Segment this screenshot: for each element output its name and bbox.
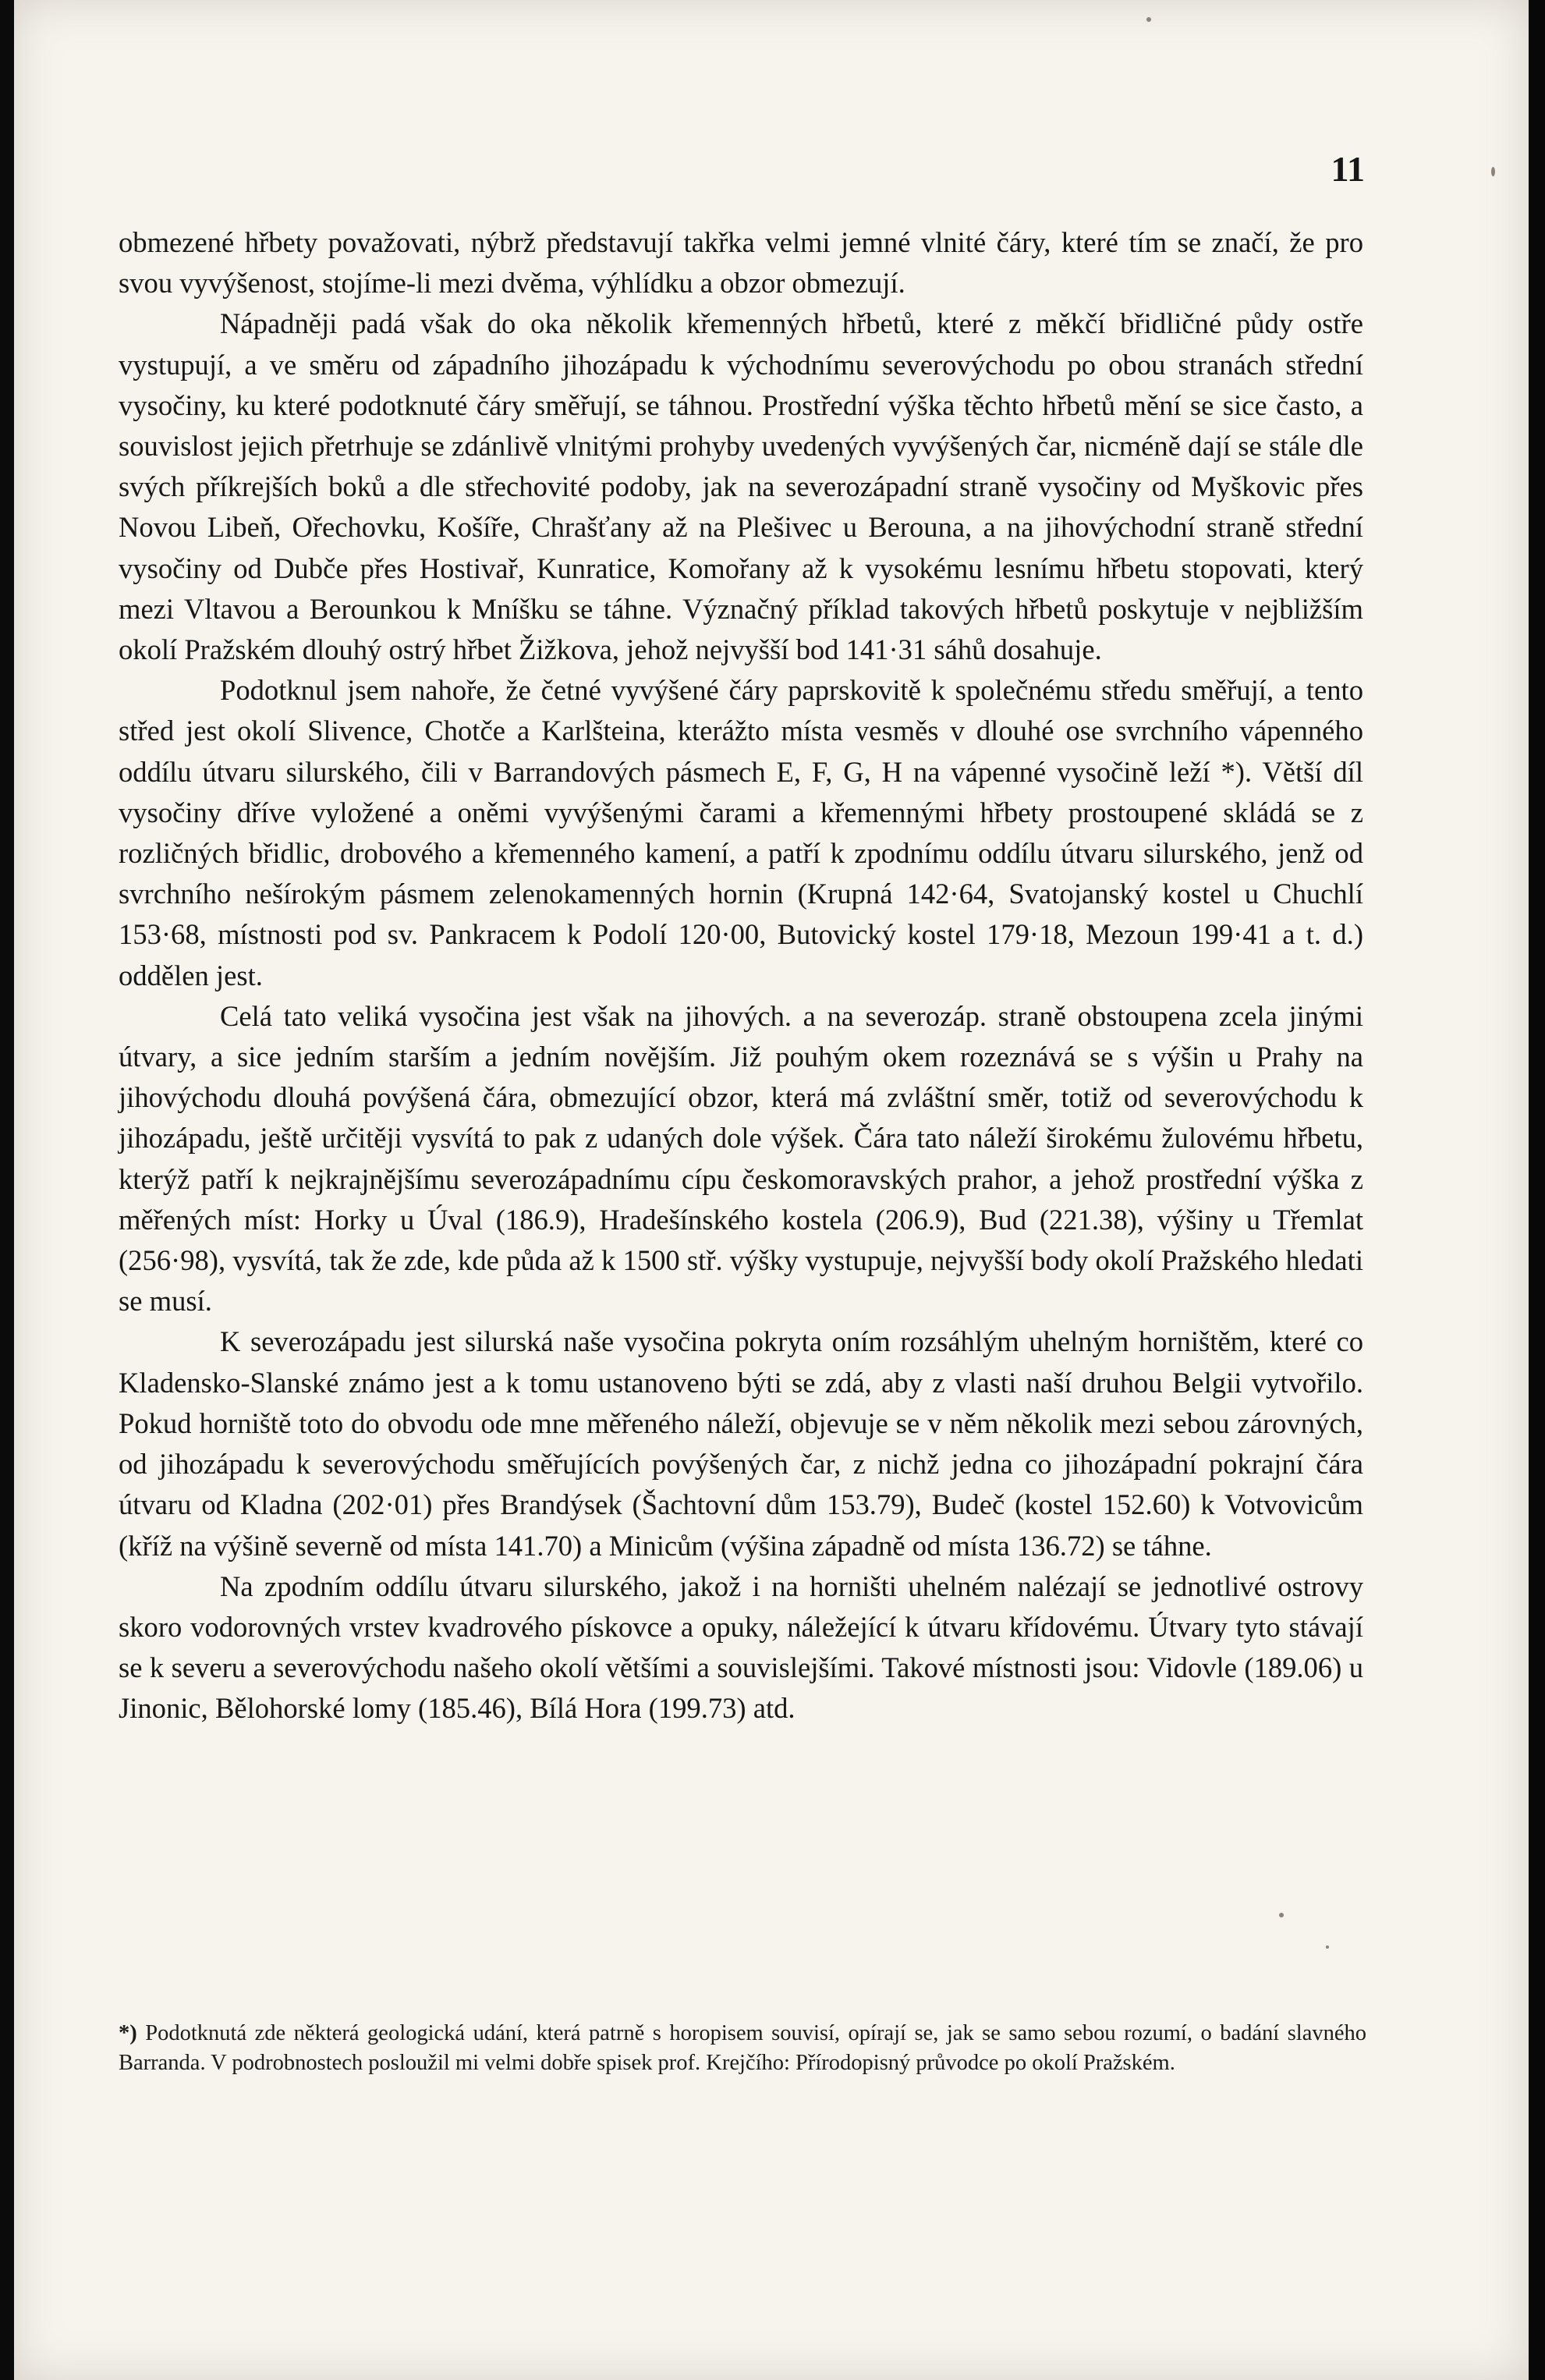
footnote-text: Podotknutá zde některá geologická udání, která patrně s horopisem souvisí, opírají se, jak se samo sebou rozumí, o badání slavného Barranda. V podrobnostech posloužil mi velmi dobře spisek prof. Krejčího: Přírodopisný průvodce po okolí Pražském. bbox=[119, 2021, 1366, 2075]
paragraph: Na zpodním oddílu útvaru silurského, jakož i na horništi uhelném nalézají se jednotlivé ostrovy skoro vodorovných vrstev kvadrového pískovce a opuky, náležející k útvaru křídovému. Útvary tyto stávají se k severu a severovýchodu našeho okolí většími a souvislejšími. Takové místnosti jsou: Vidovle (189.06) u Jinonic, Bělohorské lomy (185.46), Bílá Hora (199.73) atd. bbox=[119, 1570, 1363, 1725]
paper-speck bbox=[1326, 1945, 1329, 1949]
footnote-mark: *) bbox=[119, 2021, 137, 2045]
paragraph: Podotknul jsem nahoře, že četné vyvýšené čáry paprskovitě k společnému středu směřují, a tento střed jest okolí Slivence, Chotče a Karlšteina, kterážto místa vesměs v dlouhé ose svrchního vápenného oddílu útvaru silurského, čili v Barrandových pásmech E, F, G, H na vápenné vysočině leží *). Větší díl vysočiny dříve vyložené a oněmi vyvýšenými čarami a křemennými hřbety prostoupené skládá se z rozličných břidlic, drobového a křemenného kamení, a patří k zpodnímu oddílu útvaru silurského, jenž od svrchního nešírokým pásmem zelenokamenných hornin (Krupná 142·64, Svatojanský kostel u Chuchlí 153·68, místnosti pod sv. Pankracem k Podolí 120·00, Butovický kostel 179·18, Mezoun 199·41 a t. d.) oddělen jest. bbox=[119, 674, 1363, 991]
scan-left-edge bbox=[0, 0, 14, 2380]
paper-speck bbox=[1491, 167, 1495, 176]
paragraph: Nápadněji padá však do oka několik křemenných hřbetů, které z měkčí břidličné půdy ostře vystupují, a ve směru od západního jihozápadu k východnímu severovýchodu po obou stranách střední vysočiny, ku které podotknuté čáry směřují, se táhnou. Prostřední výška těchto hřbetů mění se sice často, a souvislost jejich přetrhuje se zdánlivě vlnitými prohyby uvedených vyvýšených čar, nicméně dají se stále dle svých příkrejších boků a dle střechovité podoby, jak na severozápadní straně vysočiny od Myškovic přes Novou Libeň, Ořechovku, Košíře, Chrašťany až na Plešivec u Berouna, a na jihovýchodní straně střední vysočiny od Dubče přes Hostivař, Kunratice, Komořany až k vysokému lesnímu hřbetu stopovati, který mezi Vltavou a Berounkou k Mníšku se táhne. Význačný příklad takových hřbetů poskytuje v nejbližším okolí Pražském dlouhý ostrý hřbet Žižkova, jehož nejvyšší bod 141·31 sáhů dosahuje. bbox=[119, 307, 1363, 666]
paper-speck bbox=[1146, 17, 1151, 22]
scan-right-edge bbox=[1529, 0, 1545, 2380]
body-text bbox=[119, 222, 1363, 1729]
footnote bbox=[119, 2019, 1366, 2078]
paragraph: Celá tato veliká vysočina jest však na jihových. a na severozáp. straně obstoupena zcela jinými útvary, a sice jedním starším a jedním novějším. Již pouhým okem rozeznává se s výšin u Prahy na jihovýchodu dlouhá povýšená čára, obmezující obzor, která má zvláštní směr, totiž od severovýchodu k jihozápadu, ještě určitěji vysvítá to pak z udaných dole výšek. Čára tato náleží širokému žulovému hřbetu, kterýž patří k nejkrajnějšímu severozápadnímu cípu českomoravských prahor, a jehož prostřední výška z měřených míst: Horky u Úval (186.9), Hradešínského kostela (206.9), Bud (221.38), výšiny u Třemlat (256·98), vysvítá, tak že zde, kde půda až k 1500 stř. výšky vystupuje, nejvyšší body okolí Pražského hledati se musí. bbox=[119, 999, 1363, 1318]
paragraph-continuation: obmezené hřbety považovati, nýbrž představují takřka velmi jemné vlnité čáry, které tím se značí, že pro svou vyvýšenost, stojíme-li mezi dvěma, výhlídku a obzor obmezují. bbox=[119, 226, 1363, 300]
page-number: 11 bbox=[1331, 149, 1365, 189]
paper-speck bbox=[1279, 1913, 1284, 1917]
paragraph: K severozápadu jest silurská naše vysočina pokryta oním rozsáhlým uhelným horništěm, které co Kladensko-Slanské známo jest a k tomu ustanoveno býti se zdá, aby z vlasti naší druhou Belgii vytvořilo. Pokud horniště toto do obvodu ode mne měřeného náleží, objevuje se v něm několik mezi sebou zárovných, od jihozápadu k severovýchodu směřujících povýšených čar, z nichž jedna co jihozápadní pokrajní čára útvaru od Kladna (202·01) přes Brandýsek (Šachtovní dům 153.79), Budeč (kostel 152.60) k Votvovicům (kříž na výšině severně od místa 141.70) a Minicům (výšina západně od místa 136.72) se táhne. bbox=[119, 1325, 1363, 1562]
